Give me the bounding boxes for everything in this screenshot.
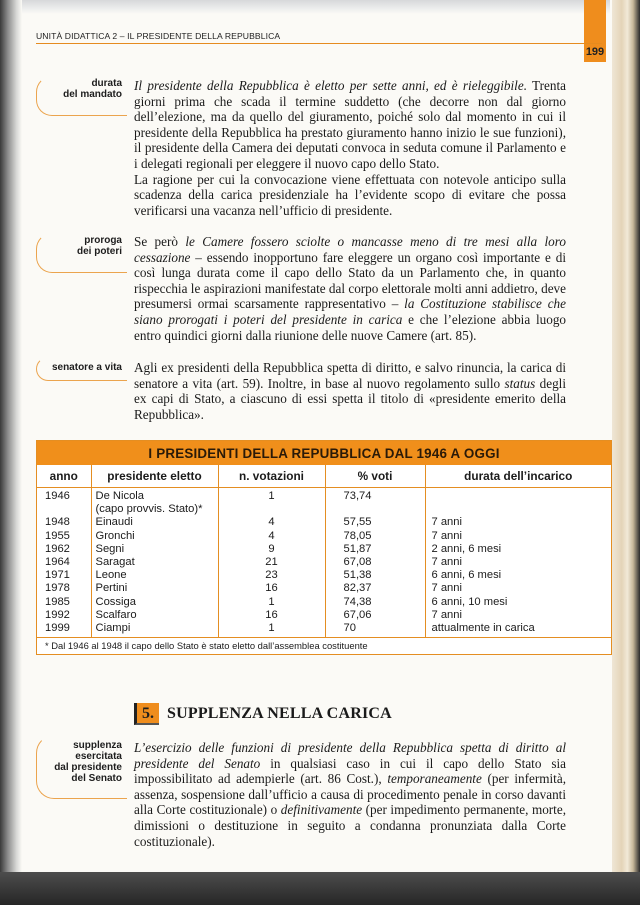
cell-presidente-text: Saragat [95, 556, 135, 569]
italic-text: L’esercizio delle funzioni di presidente della Repubblica spetta di diritto al presidente del Senato [134, 740, 566, 771]
cell-voti [325, 569, 425, 582]
cell-durata-text: 7 anni [431, 516, 462, 529]
side-note-line: dal presidente [54, 762, 122, 773]
cell-anno-text: 1999 [45, 622, 70, 635]
side-note-line: supplenza [73, 740, 122, 751]
text: Trenta giorni prima che scada il termine suddetto (che decorre non dal giorno dell’elezione, ma da quello del giuramento, poiché solo dal momento in cui il presidente della Repubblica ha prestato giuramento hanno inizio le sue funzioni), il presidente della Camera dei deputati convoca in seduta comune il Parlamento e i delegati regionali per eleggere il nuovo capo dello Stato. [134, 78, 566, 171]
italic-text: la Costituzione stabilisce che siano prorogati i poteri del presidente in carica [134, 296, 566, 327]
paragraph: La ragione per cui la convocazione viene effettuata con notevole anticipo sulla scadenza della carica presidenziale ha l’evidente scopo di evitare che possa verificarsi una vacanza nell’ufficio di presidente. [134, 171, 566, 218]
text: Se però [134, 234, 186, 249]
cell-durata [425, 569, 611, 582]
cell-votazioni-text: 1 [268, 490, 275, 502]
cell-votazioni-text: 21 [265, 556, 278, 569]
italic-text: definitivamente [280, 802, 363, 818]
cell-durata-text: 6 anni, 10 mesi [431, 595, 508, 608]
table-title: I PRESIDENTI DELLA REPUBBLICA DAL 1946 A OGGI [37, 441, 611, 465]
cell-durata [425, 596, 611, 609]
cell-voti-text: 51,87 [343, 542, 372, 555]
side-note-line: dei poteri [76, 246, 122, 257]
column-header: durata dell’incarico [425, 465, 611, 488]
cell-votazioni-text: 16 [265, 608, 278, 621]
table-row [37, 569, 611, 582]
section-number: 5. [134, 703, 159, 725]
cell-votazioni [218, 516, 325, 529]
cell-anno-text: 1955 [45, 529, 70, 542]
cell-votazioni-text: 16 [265, 582, 278, 595]
cell-votazioni-text: 9 [268, 542, 275, 555]
cell-presidente [91, 609, 218, 622]
side-note-proroga [36, 235, 122, 257]
cell-anno [37, 569, 91, 582]
cell-anno [37, 596, 91, 609]
cell-durata [425, 543, 611, 556]
paragraph-supplenza [134, 740, 566, 849]
cell-voti-text: 51,38 [343, 569, 372, 582]
cell-presidente-text: Scalfaro [95, 608, 137, 621]
column-header: presidente eletto [91, 465, 218, 488]
cell-anno [37, 609, 91, 622]
table-row [37, 556, 611, 569]
cell-votazioni [218, 530, 325, 543]
cell-durata [425, 582, 611, 595]
cell-votazioni-text: 1 [268, 622, 275, 635]
cell-durata-text: 7 anni [431, 529, 462, 542]
cell-durata-text: 7 anni [431, 556, 462, 569]
table-row [37, 609, 611, 622]
cell-durata-text: 2 anni, 6 mesi [431, 542, 502, 555]
cell-durata-text: 6 anni, 6 mesi [431, 569, 502, 582]
text: Agli ex presidenti della Repubblica spetta di diritto, e salvo rinuncia, la carica di senatore a vita (art. 59). Inoltre, in base al nuovo regolamento sullo [134, 360, 566, 391]
scan-background [0, 872, 640, 905]
cell-voti [325, 488, 425, 517]
cell-voti-text: 74,38 [343, 595, 372, 608]
cell-voti [325, 543, 425, 556]
table-body [37, 488, 611, 638]
side-note-line: del Senato [71, 773, 122, 784]
paragraph [134, 78, 566, 172]
cell-anno [37, 530, 91, 543]
section-heading [134, 703, 392, 725]
cell-presidente [91, 596, 218, 609]
cell-votazioni-text: 23 [265, 569, 278, 582]
cell-votazioni [218, 582, 325, 595]
cell-presidente [91, 569, 218, 582]
cell-anno [37, 516, 91, 529]
paragraph-proroga [134, 234, 566, 343]
cell-presidente [91, 582, 218, 595]
page-gutter-shadow [0, 0, 22, 880]
cell-votazioni [218, 609, 325, 622]
section-title: SUPPLENZA NELLA CARICA [167, 705, 392, 722]
cell-anno [37, 488, 91, 517]
cell-durata [425, 488, 611, 517]
cell-presidente-text: Leone [95, 569, 127, 582]
cell-votazioni [218, 596, 325, 609]
cell-voti-text: 67,08 [343, 556, 372, 569]
cell-voti [325, 516, 425, 529]
cell-voti-text: 82,37 [343, 582, 372, 595]
table-row [37, 596, 611, 609]
cell-votazioni [218, 543, 325, 556]
presidents-table-box [36, 440, 612, 655]
cell-anno-text: 1946 [45, 490, 70, 502]
cell-note: (capo provvis. Stato)* [95, 503, 203, 516]
presidents-table [37, 465, 611, 637]
cell-presidente-text: Ciampi [95, 622, 131, 635]
table-footnote: * Dal 1946 al 1948 il capo dello Stato è stato eletto dall’assemblea costituente [37, 637, 611, 654]
cell-anno [37, 543, 91, 556]
paragraph-durata [134, 78, 566, 218]
cell-voti-text: 73,74 [343, 490, 372, 502]
cell-votazioni-text: 1 [268, 595, 275, 608]
cell-durata-text: 7 anni [431, 582, 462, 595]
side-note-line: durata [91, 78, 122, 89]
side-note-supplenza [36, 740, 122, 784]
cell-presidente-text: Cossiga [95, 595, 136, 608]
cell-durata [425, 530, 611, 543]
cell-votazioni [218, 622, 325, 637]
cell-presidente [91, 556, 218, 569]
cell-anno [37, 622, 91, 637]
cell-presidente-text: Segni [95, 542, 125, 555]
cell-voti-text: 78,05 [343, 529, 372, 542]
cell-durata [425, 556, 611, 569]
cell-voti-text: 70 [343, 622, 356, 635]
cell-anno-text: 1978 [45, 582, 70, 595]
table-row [37, 543, 611, 556]
side-note-senatore [36, 362, 122, 373]
italic-text: status [504, 375, 536, 391]
table-header-row [37, 465, 611, 488]
table-row [37, 516, 611, 529]
cell-presidente-text: Gronchi [95, 529, 135, 542]
italic-text: le Camere fossero sciolte o mancasse meno di tre mesi alla loro cessazione [134, 234, 566, 265]
cell-anno-text: 1964 [45, 556, 70, 569]
paragraph-senatore [134, 360, 566, 422]
page-top-shadow [0, 0, 610, 14]
cell-anno [37, 556, 91, 569]
cell-durata [425, 516, 611, 529]
paragraph [134, 234, 566, 343]
text: (per impedimento permanente, morte, dimissioni o destituzione in seguito a condanna pronunziata dalla Corte costituzionale). [134, 802, 567, 849]
table-row [37, 488, 611, 517]
cell-durata-text: 7 anni [431, 608, 462, 621]
paragraph [134, 360, 566, 422]
cell-presidente-text: De Nicola [95, 490, 144, 502]
side-note-durata [36, 78, 122, 100]
cell-presidente [91, 530, 218, 543]
column-header: anno [37, 465, 91, 488]
table-row [37, 530, 611, 543]
side-note-line: esercitata [75, 751, 122, 762]
cell-votazioni-text: 4 [268, 516, 275, 529]
cell-presidente [91, 516, 218, 529]
table-row [37, 582, 611, 595]
cell-votazioni [218, 488, 325, 517]
side-note-line: proroga [84, 235, 122, 246]
text: in qualsiasi caso in cui il capo dello Stato sia impossibilitato ad adempierle (art. 86 Cost.), [134, 755, 566, 787]
cell-voti [325, 596, 425, 609]
cell-voti [325, 622, 425, 637]
cell-votazioni-text: 4 [268, 529, 275, 542]
side-note-line: del mandato [63, 89, 122, 100]
cell-voti-text: 57,55 [343, 516, 372, 529]
cell-anno-text: 1948 [45, 516, 70, 529]
cell-durata [425, 609, 611, 622]
text: (per infermità, assenza, sospensione dall’ufficio a causa di procedimento penale in corso davanti alla Corte costituzionale) o [134, 771, 566, 818]
cell-voti [325, 556, 425, 569]
table-row [37, 622, 611, 637]
italic-text: Il presidente della Repubblica è eletto per sette anni, ed è rieleggibile. [134, 78, 527, 93]
page-number: 199 [585, 46, 605, 58]
cell-durata-text: attualmente in carica [431, 622, 535, 635]
cell-voti [325, 609, 425, 622]
cell-anno-text: 1962 [45, 542, 70, 555]
cell-presidente-text: Pertini [95, 582, 128, 595]
cell-anno-text: 1971 [45, 569, 70, 582]
cell-voti [325, 530, 425, 543]
cell-presidente-text: Einaudi [95, 516, 133, 529]
cell-votazioni [218, 556, 325, 569]
paragraph [134, 740, 566, 849]
page-edge [612, 0, 640, 880]
italic-text: temporaneamente [387, 771, 482, 787]
cell-anno [37, 582, 91, 595]
text: e che l’elezione abbia luogo entro quindici giorni dalla riunione delle nuove Camere (art. 85). [134, 311, 567, 343]
side-note-line: senatore a vita [51, 362, 122, 373]
cell-anno-text: 1992 [45, 608, 70, 621]
column-header: n. votazioni [218, 465, 325, 488]
cell-anno-text: 1985 [45, 595, 70, 608]
cell-voti [325, 582, 425, 595]
text: – essendo inopportuno fare eleggere un organo così importante e di così lunga durata come il capo dello Stato da un Parlamento che, in quanto rispecchia le aspirazioni manifestate dal corpo elettorale molti anni addietro, deve presumersi ormai scarsamente rappresentativo – [134, 249, 566, 312]
cell-durata [425, 622, 611, 637]
cell-presidente [91, 543, 218, 556]
text: degli ex capi di Stato, a ciascuno di essi spetta il titolo di «presidente emerito della Repubblica». [134, 375, 566, 422]
cell-votazioni [218, 569, 325, 582]
running-head: UNITÀ DIDATTICA 2 – IL PRESIDENTE DELLA REPUBBLICA [36, 31, 602, 44]
cell-presidente [91, 488, 218, 517]
column-header: % voti [325, 465, 425, 488]
cell-voti-text: 67,06 [343, 608, 372, 621]
cell-presidente [91, 622, 218, 637]
